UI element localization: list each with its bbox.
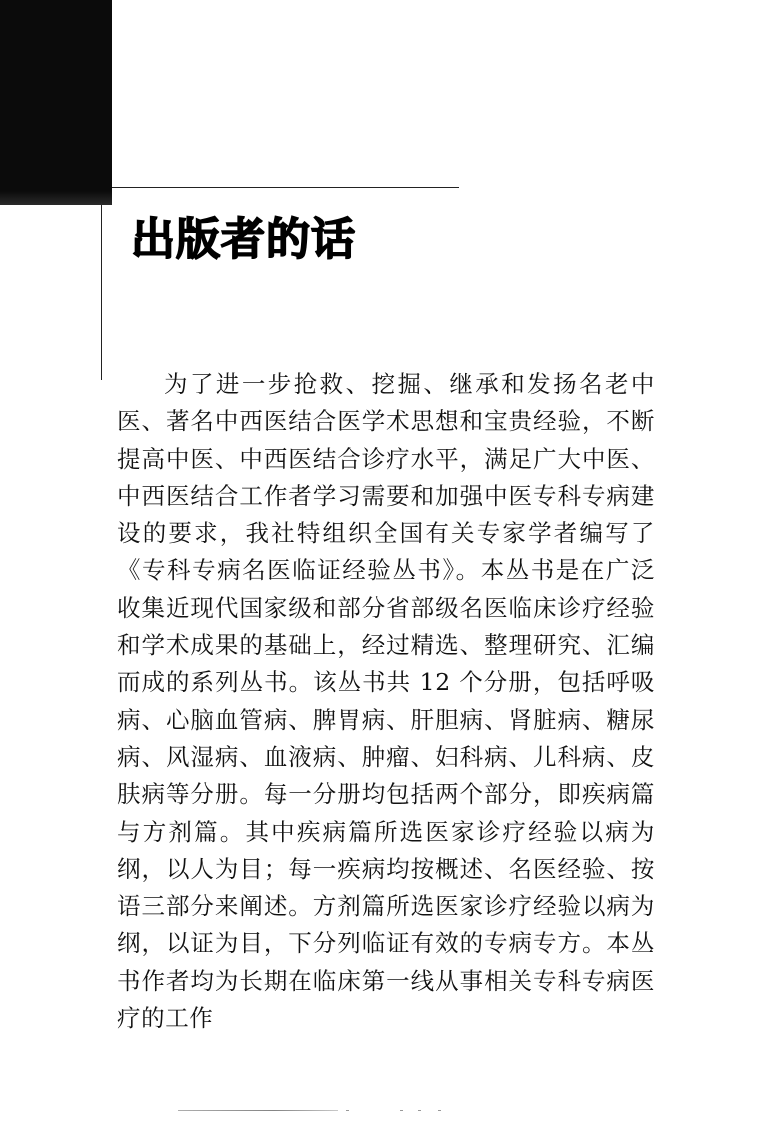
bottom-scan-line (178, 1110, 338, 1111)
body-paragraph: 为了进一步抢救、挖掘、继承和发扬名老中医、著名中西医结合医学术思想和宝贵经验，不断提高中医、中西医结合诊疗水平，满足广大中医、中西医结合工作者学习需要和加强中医专科专病建设的要求，我社特组织全国有关专家学者编写了《专科专病名医临证经验丛书》。本丛书是在广泛收集近现代国家级和部分省部级名医临床诊疗经验和学术成果的基础上，经过精选、整理研究、汇编而成的系列丛书。该丛书共 12 个分册，包括呼吸病、心脑血管病、脾胃病、肝胆病、肾脏病、糖尿病、风湿病、血液病、肿瘤、妇科病、儿科病、皮肤病等分册。每一分册均包括两个部分，即疾病篇与方剂篇。其中疾病篇所选医家诊疗经验以病为纲，以人为目；每一疾病均按概述、名医经验、按语三部分来阐述。方剂篇所选医家诊疗经验以病为纲，以证为目，下分列临证有效的专病专方。本丛书作者均为长期在临床第一线从事相关专科专病医疗的工作 (117, 370, 655, 1033)
bottom-scan-mark (346, 1110, 349, 1111)
bottom-scan-mark (400, 1110, 403, 1111)
header-horizontal-rule (112, 187, 459, 188)
corner-black-block (0, 0, 112, 205)
page-title: 出版者的话 (131, 214, 356, 265)
header-vertical-rule (101, 205, 102, 380)
bottom-scan-mark (438, 1110, 441, 1111)
bottom-scan-mark (418, 1110, 421, 1111)
